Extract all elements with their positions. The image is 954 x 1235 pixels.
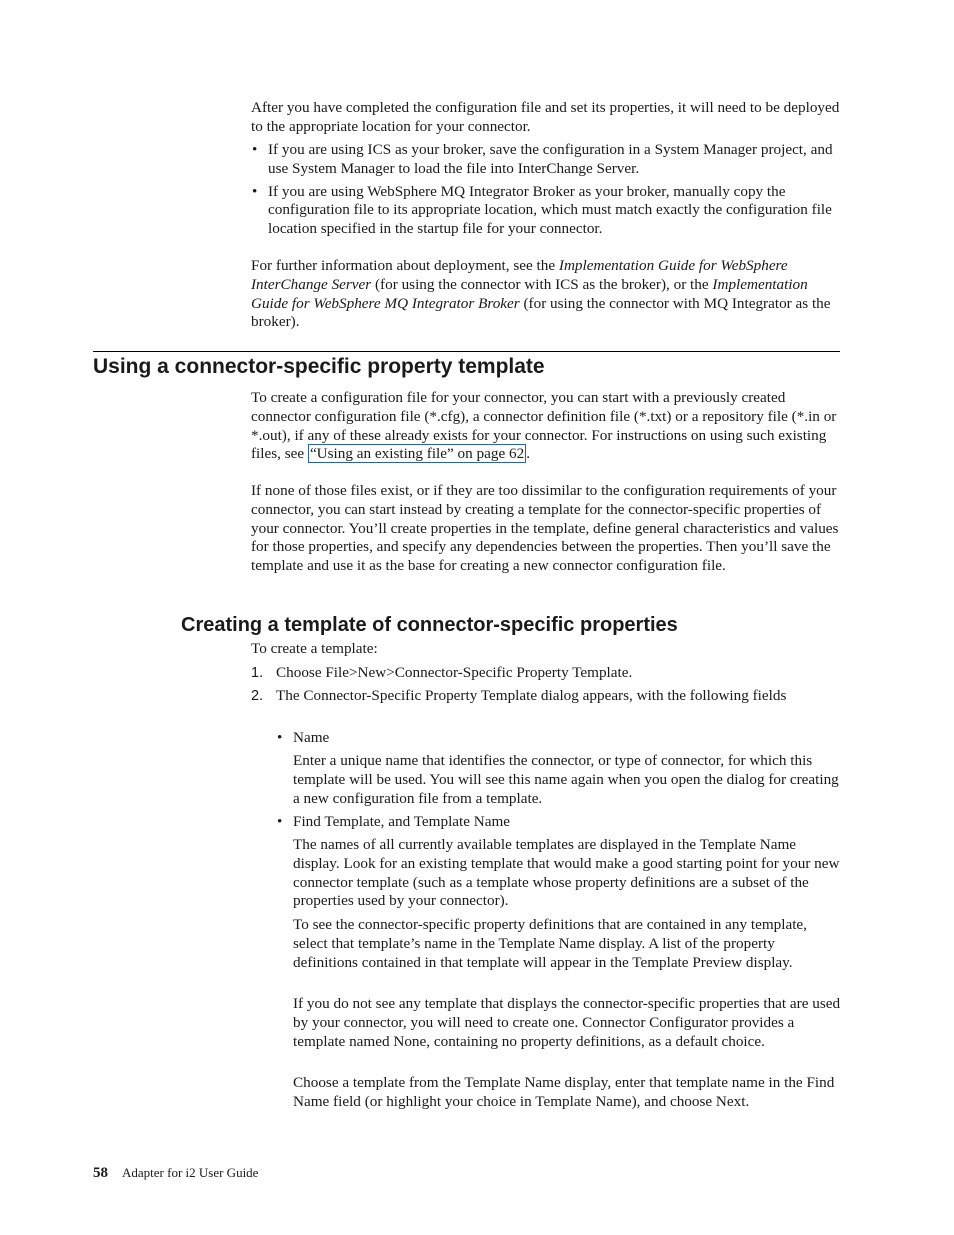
bullet-icon: • [252, 182, 258, 200]
list-item-text: If you are using WebSphere MQ Integrator Broker as your broker, manually copy the configuration file to its appropriate location, which must match exactly the configuration file location specified in the startup file for your connector. [268, 182, 832, 238]
field-description: Enter a unique name that identifies the connector, or type of connector, for which this template will be used. You will see this name again when you open the dialog for creating a new configuration file from a template. [293, 752, 839, 807]
field-description: To see the connector-specific property definitions that are contained in any template, select that template’s name in the Template Name display. A list of the property definitions contained in that template will appear in the Template Preview display. [293, 916, 807, 971]
section-paragraph [251, 389, 843, 464]
section-paragraph: If none of those files exist, or if they are too dissimilar to the configuration requirements of your connector, you can start instead by creating a template for the connector-specific properties of your connector. You’ll create properties in the template, define general characteristics and values for those properties, and specify any dependencies between the properties. Then you’ll save the template and use it as the base for creating a new connector configuration file. [251, 482, 839, 575]
step-item [251, 664, 843, 683]
cross-reference-link[interactable]: “Using an existing file” on page 62 [309, 445, 525, 463]
text-run: . [526, 445, 530, 463]
text-run: To create a configuration file for your connector, you can start with a previously created connector configuration file (*.cfg), a connector definition file (*.txt) or a repository file (*.in or *.out), if any of these already exists for your connector. For instructions on using such existing files, see [251, 389, 837, 463]
text-run: (for using the connector with MQ Integrator as the broker). [251, 294, 831, 331]
step-item [251, 687, 843, 706]
step-text: Choose File>New>Connector-Specific Property Template. [276, 664, 633, 681]
field-list [276, 729, 843, 748]
list-item [251, 183, 843, 239]
list-item [276, 813, 843, 832]
bullet-icon: • [252, 141, 258, 158]
field-label: Find Template, and Template Name [293, 813, 511, 830]
section-divider [93, 351, 840, 352]
deployment-info-paragraph [251, 257, 843, 332]
field-description: The names of all currently available templates are displayed in the Template Name display. Look for an existing template that would make a good starting point for your new connector template (such as a template whose property definitions are a subset of the properties used by your connector). [293, 836, 840, 910]
list-item [251, 141, 843, 179]
lead-paragraph: To create a template: [251, 640, 378, 657]
subsection-heading: Creating a template of connector-specific properties [181, 614, 678, 636]
intro-bullet-list [251, 141, 843, 243]
page-footer [93, 1163, 258, 1183]
book-title: Implementation Guide for WebSphere InterChange Server [251, 257, 788, 293]
procedure-steps [251, 664, 843, 710]
section-heading: Using a connector-specific property template [93, 355, 545, 378]
bullet-icon: • [277, 729, 283, 746]
step-number: 1. [251, 665, 264, 681]
field-description: Choose a template from the Template Name display, enter that template name in the Find Name field (or highlight your choice in Template Name), and choose Next. [293, 1074, 835, 1110]
step-number: 2. [251, 687, 264, 704]
document-title: Adapter for i2 User Guide [122, 1165, 259, 1180]
list-item-text: If you are using ICS as your broker, save the configuration in a System Manager project, and use System Manager to load the file into InterChange Server. [268, 141, 833, 177]
book-title: Implementation Guide for WebSphere MQ Integrator Broker [251, 275, 808, 312]
page-number: 58 [93, 1165, 108, 1181]
list-item [276, 729, 843, 748]
field-list [276, 813, 843, 832]
intro-paragraph: After you have completed the configuration file and set its properties, it will need to be deployed to the appropriate location for your connector. [251, 99, 840, 135]
field-description: If you do not see any template that displays the connector-specific properties that are used by your connector, you will need to create one. Connector Configurator provides a template named None, containing no property definitions, as a default choice. [293, 995, 841, 1050]
bullet-icon: • [277, 813, 283, 830]
text-run: For further information about deployment, see the [251, 257, 559, 274]
field-label: Name [293, 729, 330, 746]
text-run: (for using the connector with ICS as the broker), or the [371, 275, 713, 293]
step-text: The Connector-Specific Property Template dialog appears, with the following fields [276, 686, 787, 704]
